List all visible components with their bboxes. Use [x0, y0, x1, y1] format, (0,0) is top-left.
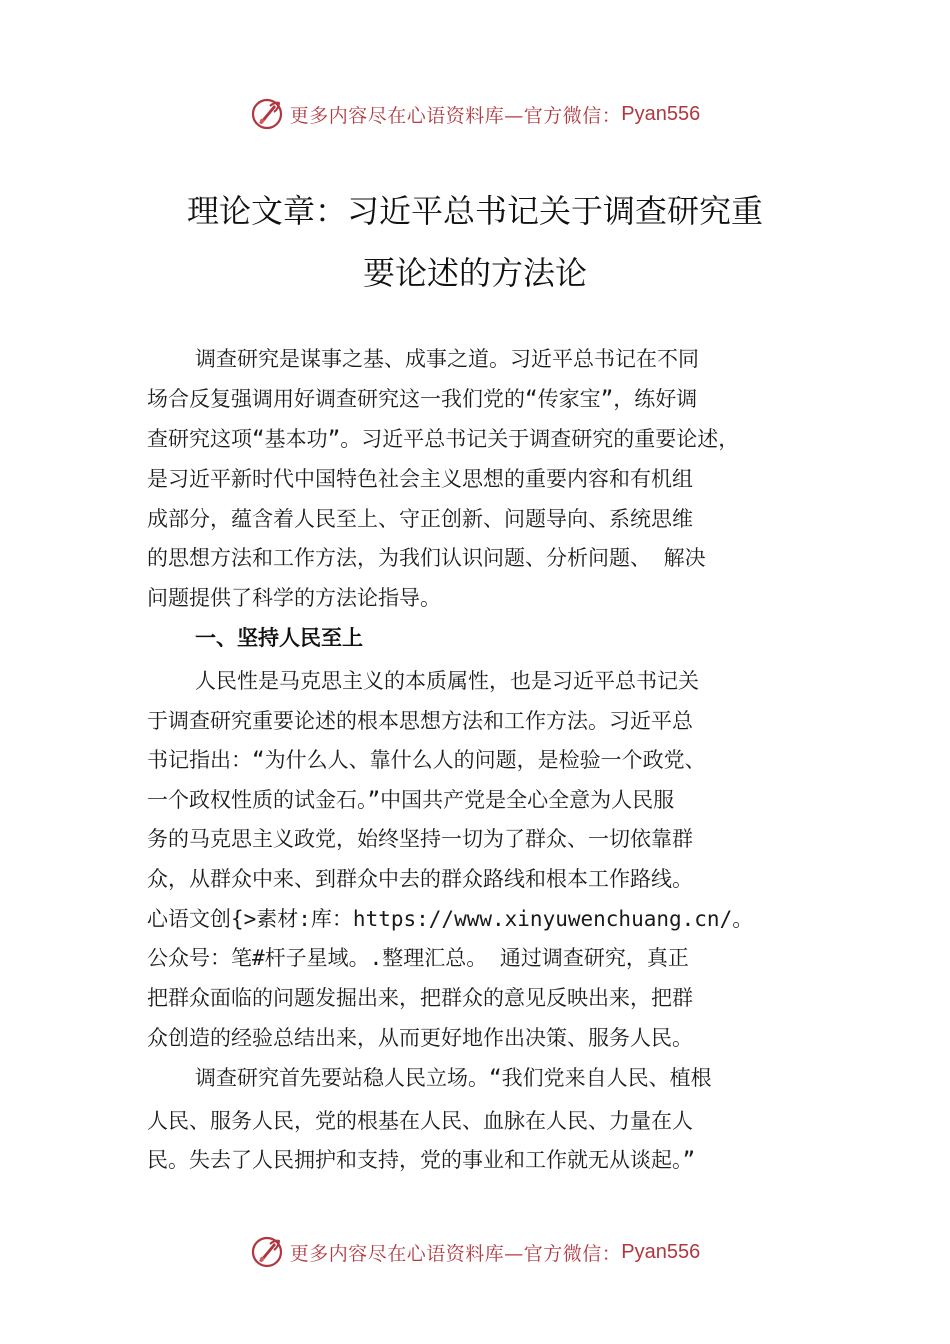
body-line: 于调查研究重要论述的根本思想方法和工作方法。习近平总: [147, 709, 693, 733]
body-line: 人民、服务人民，党的根基在人民、血脉在人民、力量在人: [147, 1109, 693, 1133]
quill-logo-icon: [250, 97, 284, 131]
intro-line: 调查研究是谋事之基、成事之道。习近平总书记在不同: [195, 347, 699, 371]
banner-wechat-id: Pyan556: [621, 1240, 701, 1263]
intro-line: 问题提供了科学的方法论指导。: [147, 586, 441, 610]
header-banner: [0, 94, 950, 134]
intro-line: 是习近平新时代中国特色社会主义思想的重要内容和有机组: [147, 467, 693, 491]
body-line: 调查研究首先要站稳人民立场。“我们党来自人民、植根: [195, 1066, 712, 1090]
body-line: 务的马克思主义政党，始终坚持一切为了群众、一切依靠群: [147, 827, 693, 851]
document-title-line-1: 理论文章：习近平总书记关于调查研究重: [186, 192, 763, 230]
banner-text: 更多内容尽在心语资料库—官方微信：: [289, 104, 622, 127]
body-line: 心语文创{>素材:库：https://www.xinyuwenchuang.cn/。: [147, 907, 754, 931]
intro-line: 场合反复强调用好调查研究这一我们党的“传家宝”，练好调: [147, 387, 698, 411]
document-title-line-2: 要论述的方法论: [362, 254, 587, 292]
body-line: 书记指出：“为什么人、靠什么人的问题，是检验一个政党、: [147, 748, 706, 772]
body-line: 把群众面临的问题发掘出来，把群众的意见反映出来，把群: [147, 986, 693, 1010]
body-line: 公众号：笔#杆子星域。.整理汇总。 通过调查研究，真正: [147, 946, 689, 970]
body-line: 民。失去了人民拥护和支持，党的事业和工作就无从谈起。”: [147, 1148, 696, 1172]
banner-text: 更多内容尽在心语资料库—官方微信：: [289, 1242, 622, 1265]
intro-line: 的思想方法和工作方法，为我们认识问题、分析问题、 解决: [147, 546, 706, 570]
body-line: 人民性是马克思主义的本质属性，也是习近平总书记关: [195, 669, 699, 693]
intro-line: 成部分，蕴含着人民至上、守正创新、问题导向、系统思维: [147, 507, 693, 531]
footer-banner: [0, 1232, 950, 1272]
body-line: 众，从群众中来、到群众中去的群众路线和根本工作路线。: [147, 867, 693, 891]
quill-logo-icon: [250, 1235, 284, 1269]
intro-line: 查研究这项“基本功”。习近平总书记关于调查研究的重要论述，: [147, 427, 740, 451]
body-line: 一个政权性质的试金石。”中国共产党是全心全意为人民服: [147, 788, 675, 812]
body-line: 众创造的经验总结出来，从而更好地作出决策、服务人民。: [147, 1026, 693, 1050]
section-heading: 一、坚持人民至上: [195, 626, 363, 650]
banner-wechat-id: Pyan556: [621, 102, 701, 125]
